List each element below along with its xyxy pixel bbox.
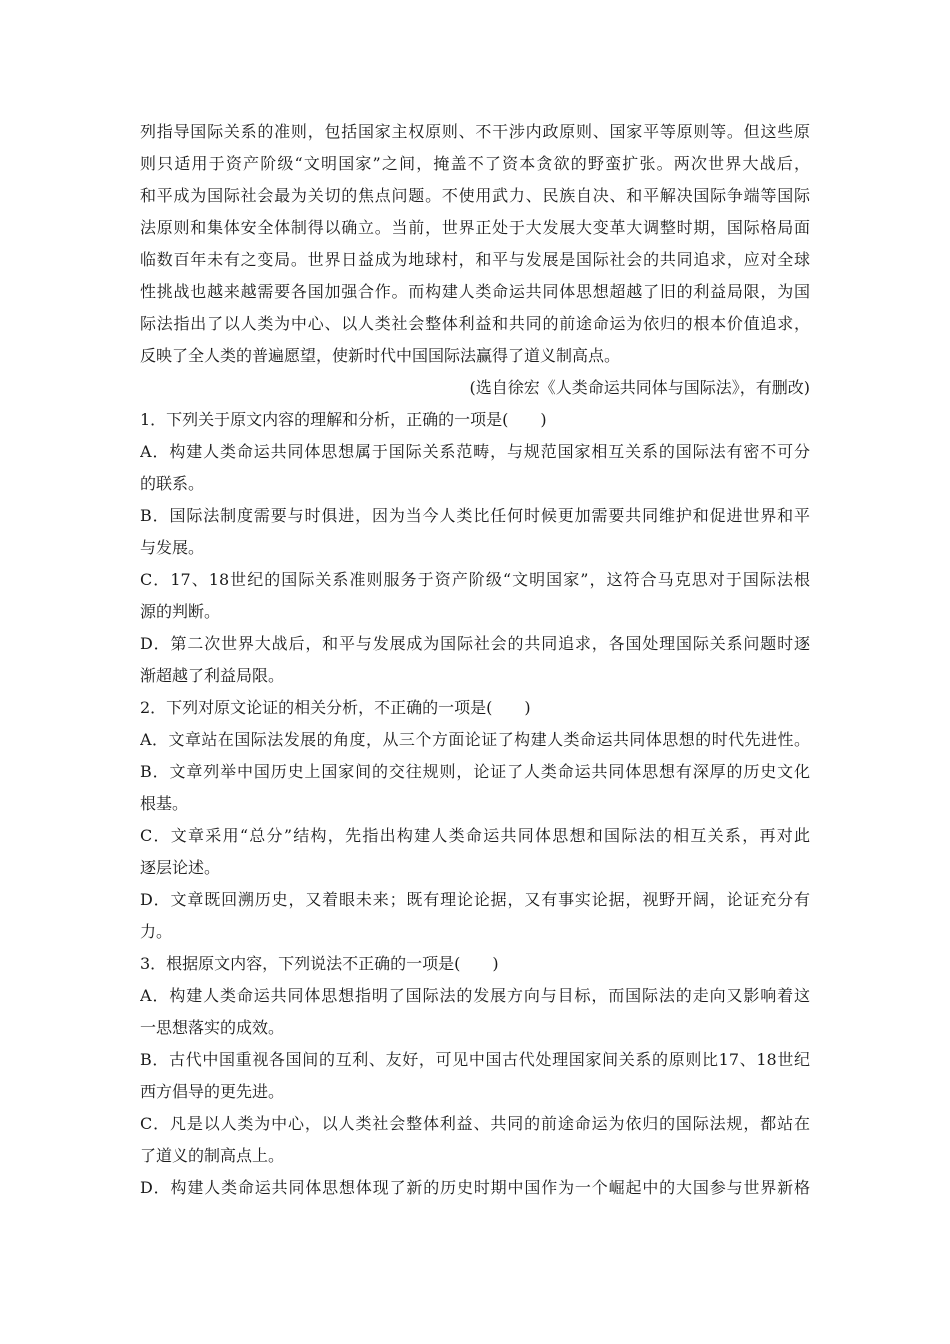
passage-line: 反映了全人类的普遍愿望，使新时代中国国际法赢得了道义制高点。	[140, 346, 621, 365]
option-b-cont: 与发展。	[140, 538, 205, 557]
question-stem: 3．根据原文内容，下列说法不正确的一项是( )	[140, 954, 499, 973]
option-c: C．凡是以人类为中心，以人类社会整体利益、共同的前途命运为依归的国际法规，都站在	[140, 1114, 810, 1133]
option-c: C．文章采用“总分”结构，先指出构建人类命运共同体思想和国际法的相互关系，再对此	[140, 826, 810, 845]
option-b: B．文章列举中国历史上国家间的交往规则，论证了人类命运共同体思想有深厚的历史文化	[140, 762, 810, 781]
option-b-cont: 根基。	[140, 794, 189, 813]
passage-line: 法原则和集体安全体制得以确立。当前，世界正处于大发展大变革大调整时期，国际格局面	[140, 218, 810, 237]
option-a-cont: 一思想落实的成效。	[140, 1018, 285, 1037]
passage-source: (选自徐宏《人类命运共同体与国际法》，有删改)	[469, 378, 810, 397]
passage-line: 临数百年未有之变局。世界日益成为地球村，和平与发展是国际社会的共同追求，应对全球	[140, 250, 810, 269]
option-a-cont: 的联系。	[140, 474, 205, 493]
passage-line: 际法指出了以人类为中心、以人类社会整体利益和共同的前途命运为依归的根本价值追求，	[140, 314, 810, 333]
option-a: A．构建人类命运共同体思想属于国际关系范畴，与规范国家相互关系的国际法有密不可分	[140, 442, 810, 461]
option-b: B．古代中国重视各国间的互利、友好，可见中国古代处理国家间关系的原则比17、18世纪	[140, 1050, 810, 1069]
option-a: A．文章站在国际法发展的角度，从三个方面论证了构建人类命运共同体思想的时代先进性。	[140, 730, 810, 749]
option-d: D．文章既回溯历史，又着眼未来；既有理论论据，又有事实论据，视野开阔，论证充分有	[140, 890, 810, 909]
option-d-cont: 渐超越了利益局限。	[140, 666, 285, 685]
option-c: C．17、18世纪的国际关系准则服务于资产阶级“文明国家”，这符合马克思对于国际法根	[140, 570, 810, 589]
passage-line: 性挑战也越来越需要各国加强合作。而构建人类命运共同体思想超越了旧的利益局限，为国	[140, 282, 810, 301]
option-a: A．构建人类命运共同体思想指明了国际法的发展方向与目标，而国际法的走向又影响着这	[140, 986, 810, 1005]
option-d: D．构建人类命运共同体思想体现了新的历史时期中国作为一个崛起中的大国参与世界新格	[140, 1178, 810, 1197]
option-d-cont: 力。	[140, 922, 173, 941]
option-c-cont: 逐层论述。	[140, 858, 221, 877]
option-c-cont: 源的判断。	[140, 602, 221, 621]
option-b-cont: 西方倡导的更先进。	[140, 1082, 285, 1101]
question-stem: 2．下列对原文论证的相关分析，不正确的一项是( )	[140, 698, 531, 717]
option-c-cont: 了道义的制高点上。	[140, 1146, 285, 1165]
passage-line: 则只适用于资产阶级“文明国家”之间，掩盖不了资本贪欲的野蛮扩张。两次世界大战后，	[140, 154, 810, 173]
question-stem: 1．下列关于原文内容的理解和分析，正确的一项是( )	[140, 410, 547, 429]
option-d: D．第二次世界大战后，和平与发展成为国际社会的共同追求，各国处理国际关系问题时逐	[140, 634, 810, 653]
passage-line: 和平成为国际社会最为关切的焦点问题。不使用武力、民族自决、和平解决国际争端等国际	[140, 186, 810, 205]
option-b: B．国际法制度需要与时俱进，因为当今人类比任何时候更加需要共同维护和促进世界和平	[140, 506, 810, 525]
passage-line: 列指导国际关系的准则，包括国家主权原则、不干涉内政原则、国家平等原则等。但这些原	[140, 122, 810, 141]
